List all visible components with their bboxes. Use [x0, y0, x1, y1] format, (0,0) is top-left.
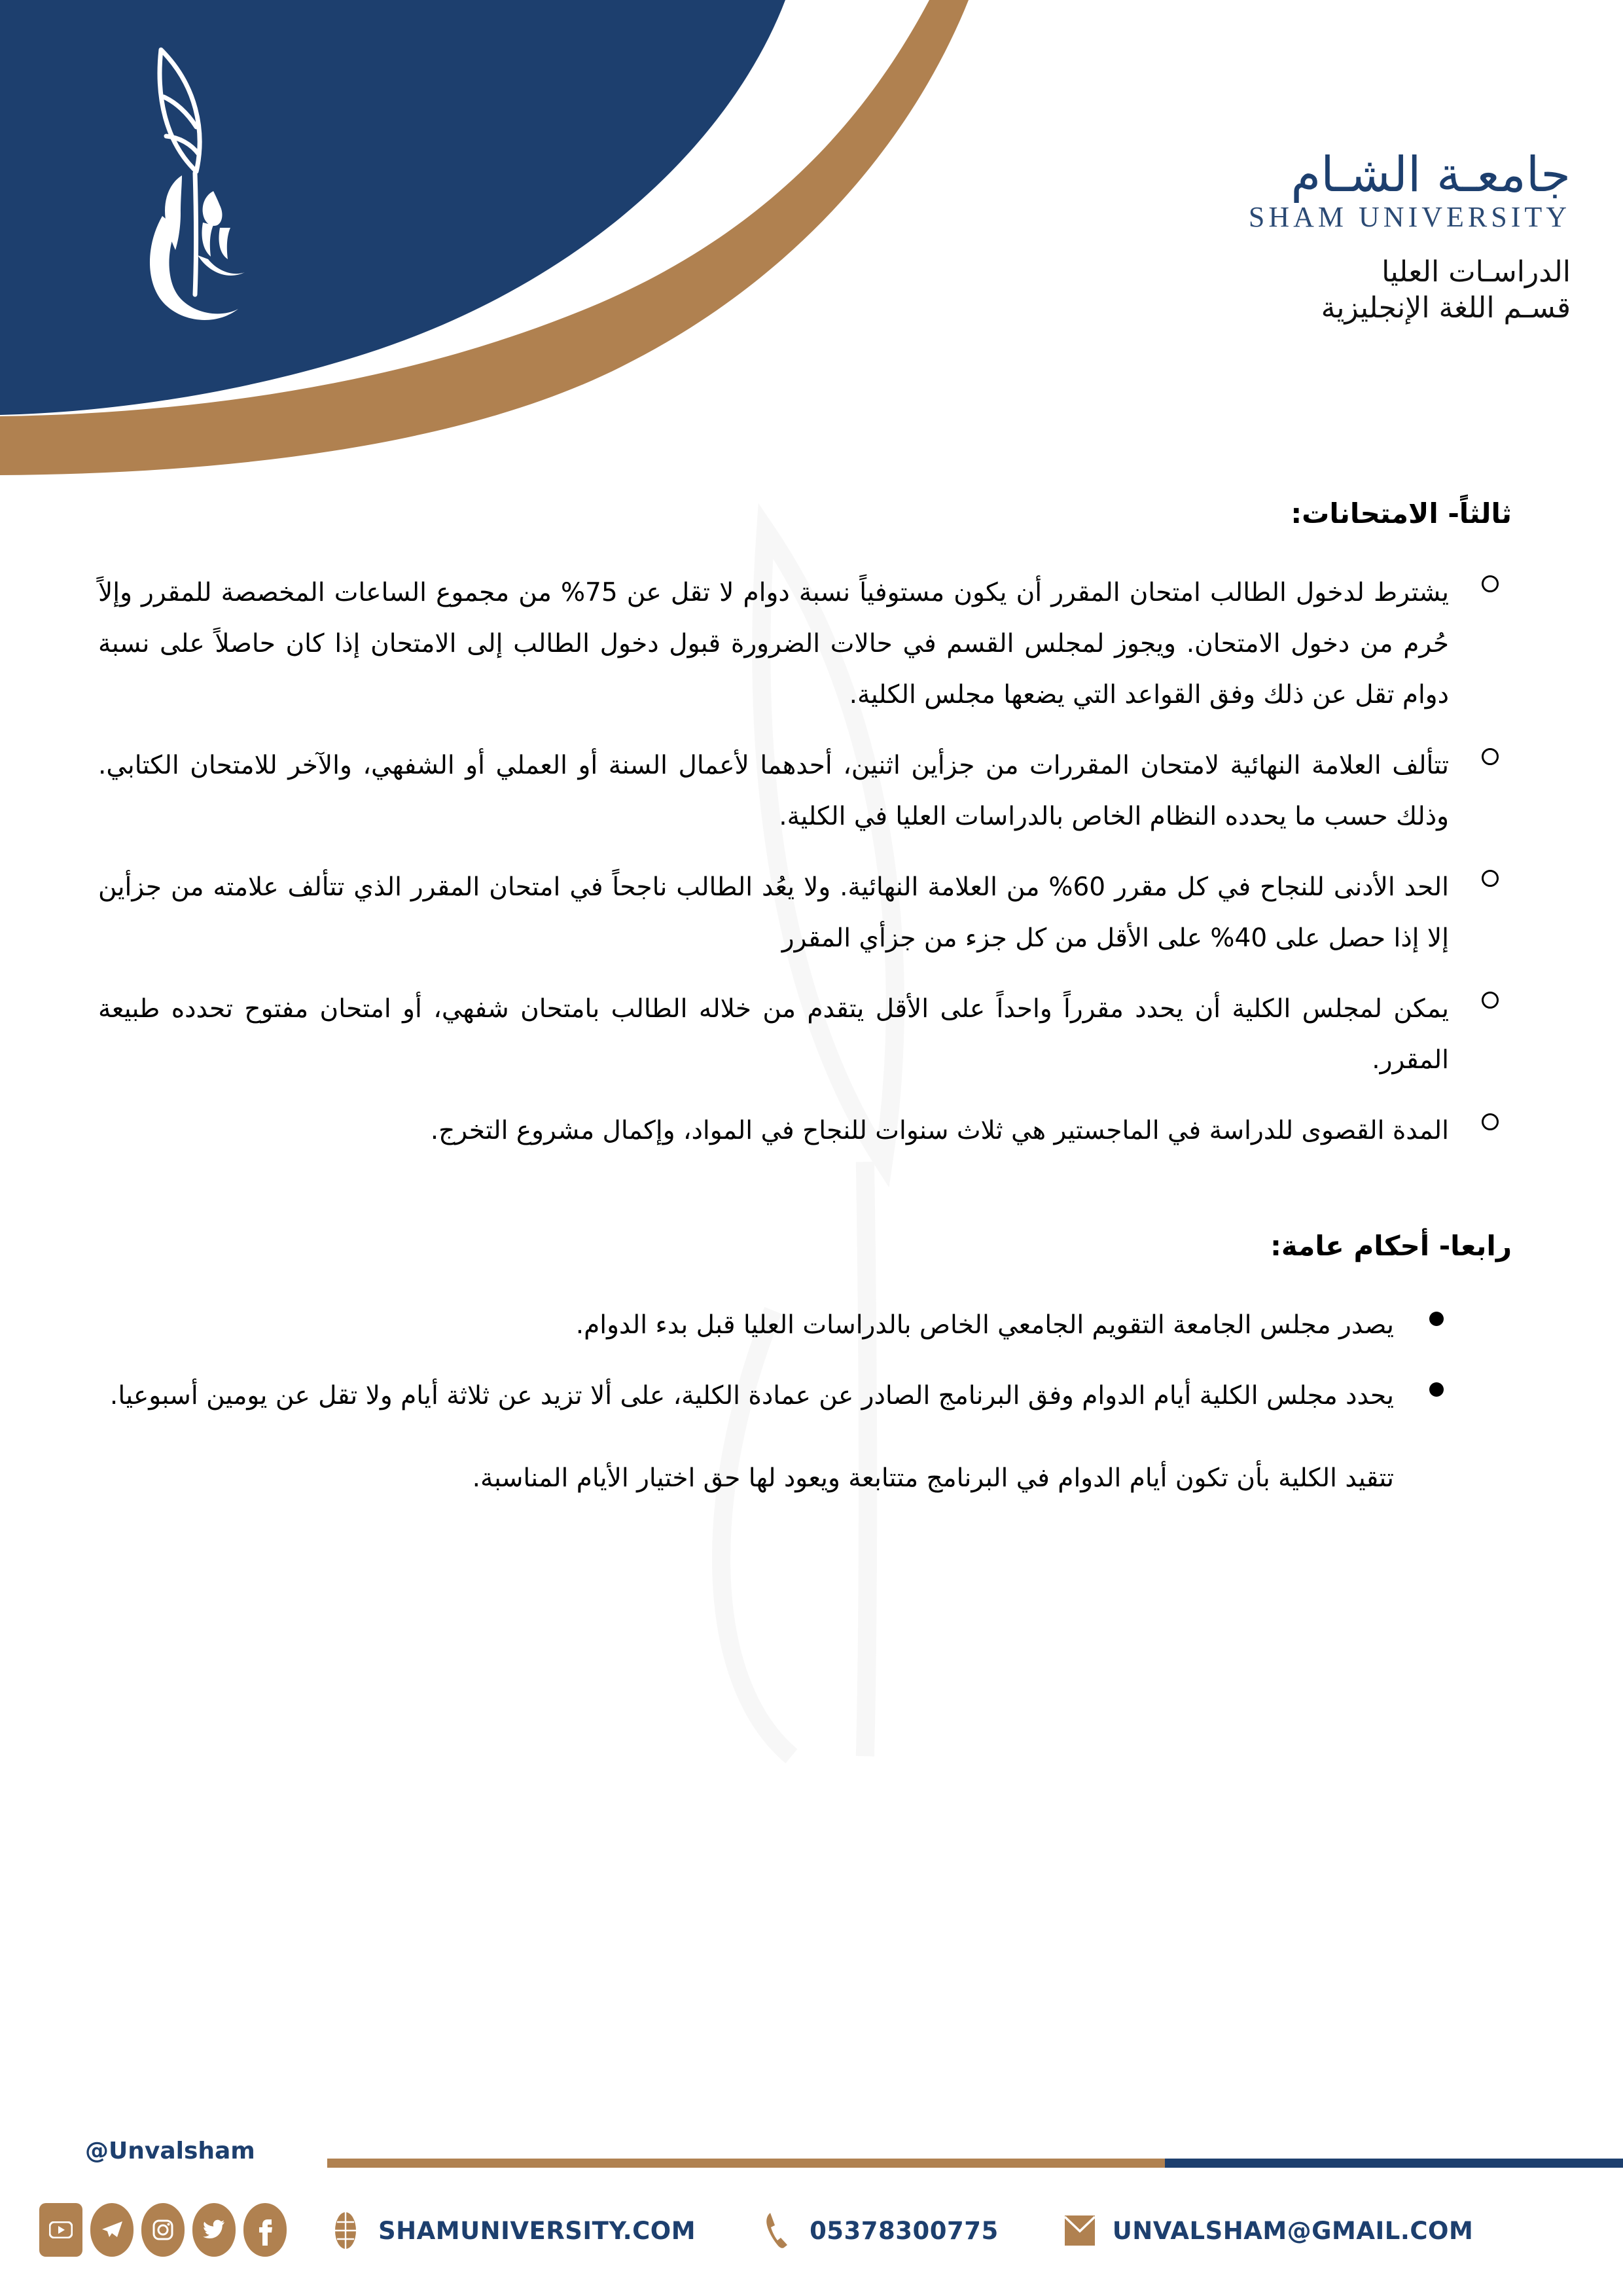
university-logo: [98, 20, 308, 347]
telegram-icon[interactable]: [90, 2203, 134, 2257]
list-item-text: الحد الأدنى للنجاح في كل مقرر 60% من العلامة النهائية. ولا يعُد الطالب ناجحاً في امتحان المقرر الذي تتألف علامته من جزأين إلا إذا حصل على 40% على الأقل من كل جزء من جزأي المقرر: [98, 872, 1449, 953]
brand-subtitle-department: قسـم اللغة الإنجليزية: [1321, 291, 1571, 325]
section-title-general-provisions: رابعا- أحكام عامة:: [1270, 1230, 1512, 1262]
list-item: [98, 984, 1512, 1086]
contact-info: [327, 2204, 1536, 2257]
exams-list: [98, 567, 1512, 1157]
closing-paragraph: تتقيد الكلية بأن تكون أيام الدوام في البرنامج متتابعة ويعود لها حق اختيار الأيام المناسبة.: [472, 1463, 1394, 1493]
list-item-text: يمكن لمجلس الكلية أن يحدد مقرراً واحداً على الأقل يتقدم من خلاله الطالب بامتحان شفهي، أو امتحان مفتوح تحدده طبيعة المقرر.: [98, 994, 1449, 1075]
website-text: SHAMUNIVERSITY.COM: [378, 2216, 696, 2245]
youtube-icon[interactable]: [39, 2203, 82, 2257]
mail-icon: [1061, 2204, 1098, 2257]
list-item: [98, 740, 1512, 842]
brand-block: [720, 147, 1571, 326]
page-footer: [0, 2126, 1623, 2296]
brand-name-arabic: جامعـة الشـام: [1291, 147, 1571, 203]
list-item: [98, 862, 1512, 964]
list-item-text: المدة القصوى للدراسة في الماجستير هي ثلاث سنوات للنجاح في المواد، وإكمال مشروع التخرج.: [430, 1116, 1449, 1145]
social-links: [39, 2203, 287, 2257]
list-item: [98, 1300, 1512, 1351]
list-item-text: يشترط لدخول الطالب امتحان المقرر أن يكون مستوفياً نسبة دوام لا تقل عن 75% من مجموع الساعات المخصصة للمقرر وإلاً حُرم من دخول الامتحان. ويجوز لمجلس القسم في حالات الضرورة قبول دخول الطالب إلى الامتحان إذا كان حاصلاً على نسبة دوام تقل عن ذلك وفق القواعد التي يضعها مجلس الكلية.: [98, 578, 1449, 709]
list-item: [98, 1105, 1512, 1157]
footer-divider-gold: [327, 2159, 1165, 2168]
twitter-icon[interactable]: [192, 2203, 236, 2257]
bullet-circle-icon: [1482, 1113, 1499, 1130]
general-provisions-list: [98, 1300, 1512, 1422]
list-item-text: يصدر مجلس الجامعة التقويم الجامعي الخاص بالدراسات العليا قبل بدء الدوام.: [575, 1310, 1394, 1340]
facebook-icon[interactable]: [243, 2203, 287, 2257]
phone-text: 05378300775: [810, 2216, 999, 2245]
bullet-circle-icon: [1482, 748, 1499, 765]
instagram-icon[interactable]: [141, 2203, 185, 2257]
phone-icon: [758, 2204, 795, 2257]
contact-phone[interactable]: [758, 2204, 999, 2257]
contact-website[interactable]: [327, 2204, 696, 2257]
list-item-text: يحدد مجلس الكلية أيام الدوام وفق البرنامج الصادر عن عمادة الكلية، على ألا تزيد عن ثلاثة أيام ولا تقل عن يومين أسبوعيا.: [109, 1381, 1394, 1410]
bullet-dot-icon: [1429, 1382, 1444, 1397]
brand-subtitle-graduate-studies: الدراسـات العليا: [1382, 255, 1571, 289]
list-item: [98, 567, 1512, 721]
page-header: [0, 0, 1623, 484]
list-item-text: تتألف العلامة النهائية لامتحان المقررات من جزأين اثنين، أحدهما لأعمال السنة أو العملي أو الشفهي، والآخر للامتحان الكتابي. وذلك حسب ما يحدده النظام الخاص بالدراسات العليا في الكلية.: [98, 751, 1449, 831]
document-body: [0, 497, 1623, 1530]
bullet-circle-icon: [1482, 870, 1499, 887]
globe-icon: [327, 2204, 364, 2257]
footer-divider-navy: [1165, 2159, 1623, 2168]
bullet-circle-icon: [1482, 575, 1499, 592]
social-handle: @Unvalsham: [85, 2138, 255, 2164]
bullet-circle-icon: [1482, 992, 1499, 1009]
brand-name-english: SHAM UNIVERSITY: [1248, 201, 1571, 233]
section-title-exams: ثالثاً- الامتحانات:: [1291, 497, 1512, 529]
contact-email[interactable]: [1061, 2204, 1474, 2257]
list-item: [98, 1371, 1512, 1422]
email-text: UNVALSHAM@GMAIL.COM: [1112, 2216, 1474, 2245]
bullet-dot-icon: [1429, 1312, 1444, 1326]
